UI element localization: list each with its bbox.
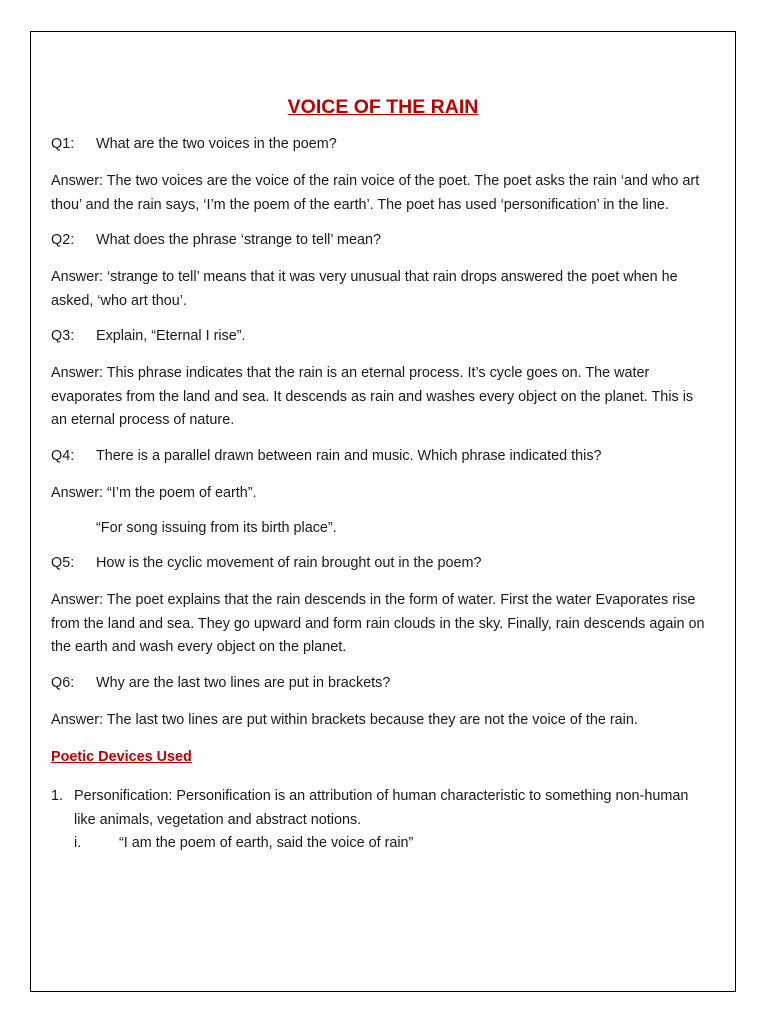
list-item [51, 785, 711, 832]
answer-quote: “For song issuing from its birth place”. [96, 520, 337, 536]
question-row [51, 325, 711, 348]
question-row [51, 445, 711, 468]
answer-text: Answer: “I’m the poem of earth”. [51, 484, 257, 501]
question-number: Q4: [51, 447, 75, 464]
question-row [51, 229, 711, 252]
question-text: Why are the last two lines are put in brackets? [96, 674, 391, 691]
question-text: What are the two voices in the poem? [96, 136, 337, 152]
question-number: Q2: [51, 232, 75, 248]
list-number: 1. [51, 788, 64, 804]
question-row [51, 133, 711, 156]
question-text: Explain, “Eternal I rise”. [96, 328, 246, 344]
question-number: Q3: [51, 328, 75, 344]
question-number: Q5: [51, 555, 75, 571]
sub-list-item [51, 832, 711, 856]
sub-list-number: i. [74, 835, 82, 851]
answer-text: Answer: This phrase indicates that the rain is an eternal process. It’s cycle goes on. The water evaporates from the land and sea. It descends as rain and washes every object on the planet. This is an eternal process of nature. [51, 365, 694, 428]
answer-text: Answer: ‘strange to tell’ means that it was very unusual that rain drops answered the poet when he asked, ‘who art thou’. [51, 269, 678, 309]
answer-text: Answer: The poet explains that the rain descends in the form of water. First the water Evaporates rise from the land and sea. They go upward and form rain clouds in the sky. Finally, rain descends again on the earth and wash every object on the planet. [51, 592, 705, 655]
question-row [51, 552, 711, 575]
question-text: What does the phrase ‘strange to tell’ mean? [96, 232, 382, 248]
section-heading-poetic-devices: Poetic Devices Used [51, 749, 192, 765]
question-row [51, 672, 711, 695]
document-content [51, 96, 711, 856]
question-text: How is the cyclic movement of rain brought out in the poem? [96, 555, 482, 571]
list-text: Personification: Personification is an attribution of human characteristic to something non-human like animals, vegetation and abstract notions. [74, 788, 689, 828]
page-frame [30, 31, 736, 992]
answer-text: Answer: The last two lines are put within brackets because they are not the voice of the rain. [51, 711, 638, 728]
question-number: Q1: [51, 136, 75, 152]
answer-text: Answer: The two voices are the voice of the rain voice of the poet. The poet asks the rain ‘and who art thou’ and the rain says, ‘I’m the poem of the earth’. The poet has used ‘personification’ in the line. [51, 173, 700, 213]
sub-list-text: “I am the poem of earth, said the voice of rain” [119, 835, 414, 851]
document-title: VOICE OF THE RAIN [287, 96, 479, 118]
question-text: There is a parallel drawn between rain and music. Which phrase indicated this? [96, 447, 602, 464]
question-number: Q6: [51, 674, 75, 691]
